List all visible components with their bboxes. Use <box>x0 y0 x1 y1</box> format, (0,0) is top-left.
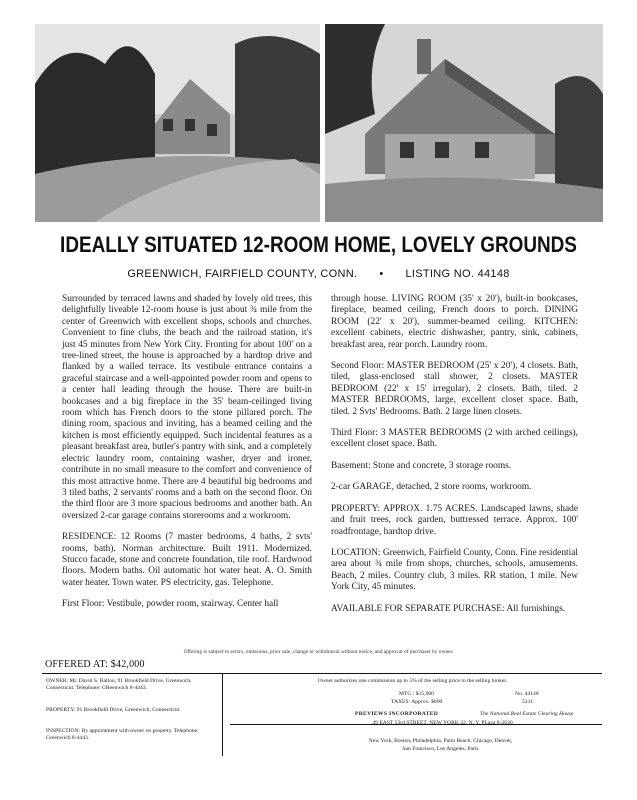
company-name: PREVIEWS INCORPORATED <box>355 711 439 717</box>
house-photo-right <box>325 24 603 222</box>
listing-no-text: No. 44148 <box>515 691 539 697</box>
property-paragraph: PROPERTY: APPROX. 1.75 ACRES. Landscaped lawns, shade and fruit trees, rock garden, buttressed terrace. Approx. 100' roadfrontage, hardtop drive. <box>331 503 578 537</box>
commission-text: Owner authorizes one commission up to 5% of the selling price to the selling broker. <box>317 678 508 684</box>
mortgage-text: MTG.: $15,000 <box>399 691 434 697</box>
left-column <box>62 294 312 621</box>
broker-info-box <box>223 673 602 756</box>
footer-mid-rule <box>230 724 602 725</box>
property-address-text: PROPERTY: 91 Brookfield Drive, Greenwich, Connecticut. <box>46 707 181 713</box>
listing-number: LISTING NO. 44148 <box>405 268 510 280</box>
house-exterior-photo-icon <box>35 24 320 222</box>
owner-text: OWNER: Mr. David S. Ballou, 91 Brookfield Drive, Greenwich, Connecticut. Telephone: GReenwich 8-4443. <box>46 678 192 691</box>
location-paragraph: LOCATION: Greenwich, Fairfield County, Conn. Fine residential area about ¾ mile from shops, churches, schools, amusements. Beach, 2 miles. Country club, 3 miles. RR station, 1 mile. New York City, 45 minutes. <box>331 547 579 593</box>
third-floor-paragraph: Third Floor: 3 MASTER BEDROOMS (2 with arched ceilings), excellent closet space. Bath. <box>331 428 578 450</box>
first-floor-paragraph: First Floor: Vestibule, powder room, stairway. Center hall <box>62 599 279 610</box>
taxes-text: TAXES: Approx. $800 <box>391 699 443 705</box>
owner-info-box <box>42 673 223 756</box>
cities-line-1: New York, Boston, Philadelphia, Palm Beach, Chicago, Denver, <box>368 738 513 744</box>
right-column <box>331 294 578 625</box>
company-tagline: The National Real Estate Clearing House <box>480 711 574 717</box>
subheading <box>0 268 637 280</box>
code-text: 5311 <box>522 699 533 705</box>
bullet-separator: • <box>379 268 384 280</box>
second-floor-paragraph: Second Floor: MASTER BEDROOM (25' x 20'), 4 closets. Bath, tiled, glass-enclosed stall shower, 2 closets. MASTER BEDROOM (22' x 15' irregular), 2 closets. Bath, tiled. 2 MASTER BEDROOMS, large, excellent closet space. Bath, tiled. 2 Svts' Bedrooms. Bath. 2 large linen closets. <box>331 361 578 417</box>
house-exterior-photo-icon <box>325 24 603 222</box>
first-floor-continued: through house. LIVING ROOM (35' x 20'), built-in bookcases, fireplace, beamed ceiling, French doors to porch. DINING ROOM (22' x 20'), summer-beamed ceiling. KITCHEN: excellent cabinets, electric dishwasher, pantry, sink, cabinets, breakfast area, rear porch. Laundry room. <box>331 294 578 350</box>
cities-line-2: San Francisco, Los Angeles, Paris <box>402 746 479 752</box>
residence-paragraph: RESIDENCE: 12 Rooms (7 master bedrooms, 4 baths, 2 svts' rooms, bath). Norman architecture. Built 1911. Modernized. Stucco facade, stone and concrete foundation, tile roof. Hardwood floors. Modern baths. Oil automatic hot water heat. A. O. Smith water heater. Town water. PS electricity, gas. Telephone. <box>62 532 312 588</box>
intro-paragraph: Surrounded by terraced lawns and shaded by lovely old trees, this delightfully liveable 12-room house is just about ¾ mile from the center of Greenwich with excellent shops, schools and churches. Convenient to fine clubs, the beach and the railroad station, it's just 45 minutes from New York City. Fronting for about 100' on a tree-lined street, the house is approached by a hardtop drive and flanked by a walled terrace. Its vestibule entrance contains a graceful staircase and a well-appointed powder room and opens to a center hall leading through the house. There are built-in bookcases and a big fireplace in the 35' beam-ceilinged living room which has French doors to the stone pillared porch. The dining room, spacious and inviting, has a beamed ceiling and the kitchen is most efficiently equipped. Such incidental features as a pleasant breakfast area, butler's pantry with sink, and a completely electric laundry room, containing washer, dryer and ironer, contribute in no small measure to the comfort and convenience of this most attractive home. There are 4 beautiful big bedrooms and 3 tiled baths, 2 servants' rooms and a bath on the second floor. On the third floor are 3 more spacious bedrooms and another bath. An oversized 2-car garage contains storerooms and a workroom. <box>62 294 312 521</box>
garage-paragraph: 2-car GARAGE, detached, 2 store rooms, workroom. <box>331 482 532 493</box>
company-address: 49 EAST 53rd STREET, NEW YORK 22, N. Y. PLaza 8-2630 <box>372 720 513 726</box>
available-paragraph: AVAILABLE FOR SEPARATE PURCHASE: All furnishings. <box>331 603 566 614</box>
offered-price: OFFERED AT: $42,000 <box>45 659 145 670</box>
location-text: GREENWICH, FAIRFIELD COUNTY, CONN. <box>127 268 358 280</box>
basement-paragraph: Basement: Stone and concrete, 3 storage rooms. <box>331 460 512 471</box>
house-photo-left <box>35 24 320 222</box>
disclaimer: Offering is subject to errors, omissions, prior sale, change or withdrawal without notice, and approval of purchaser by owner. <box>183 649 454 655</box>
inspection-text: INSPECTION: By appointment with owner on property. Telephone: Greenwich 8-4443. <box>46 728 199 741</box>
page-title: IDEALLY SITUATED 12-ROOM HOME, LOVELY GROUNDS <box>60 232 577 257</box>
